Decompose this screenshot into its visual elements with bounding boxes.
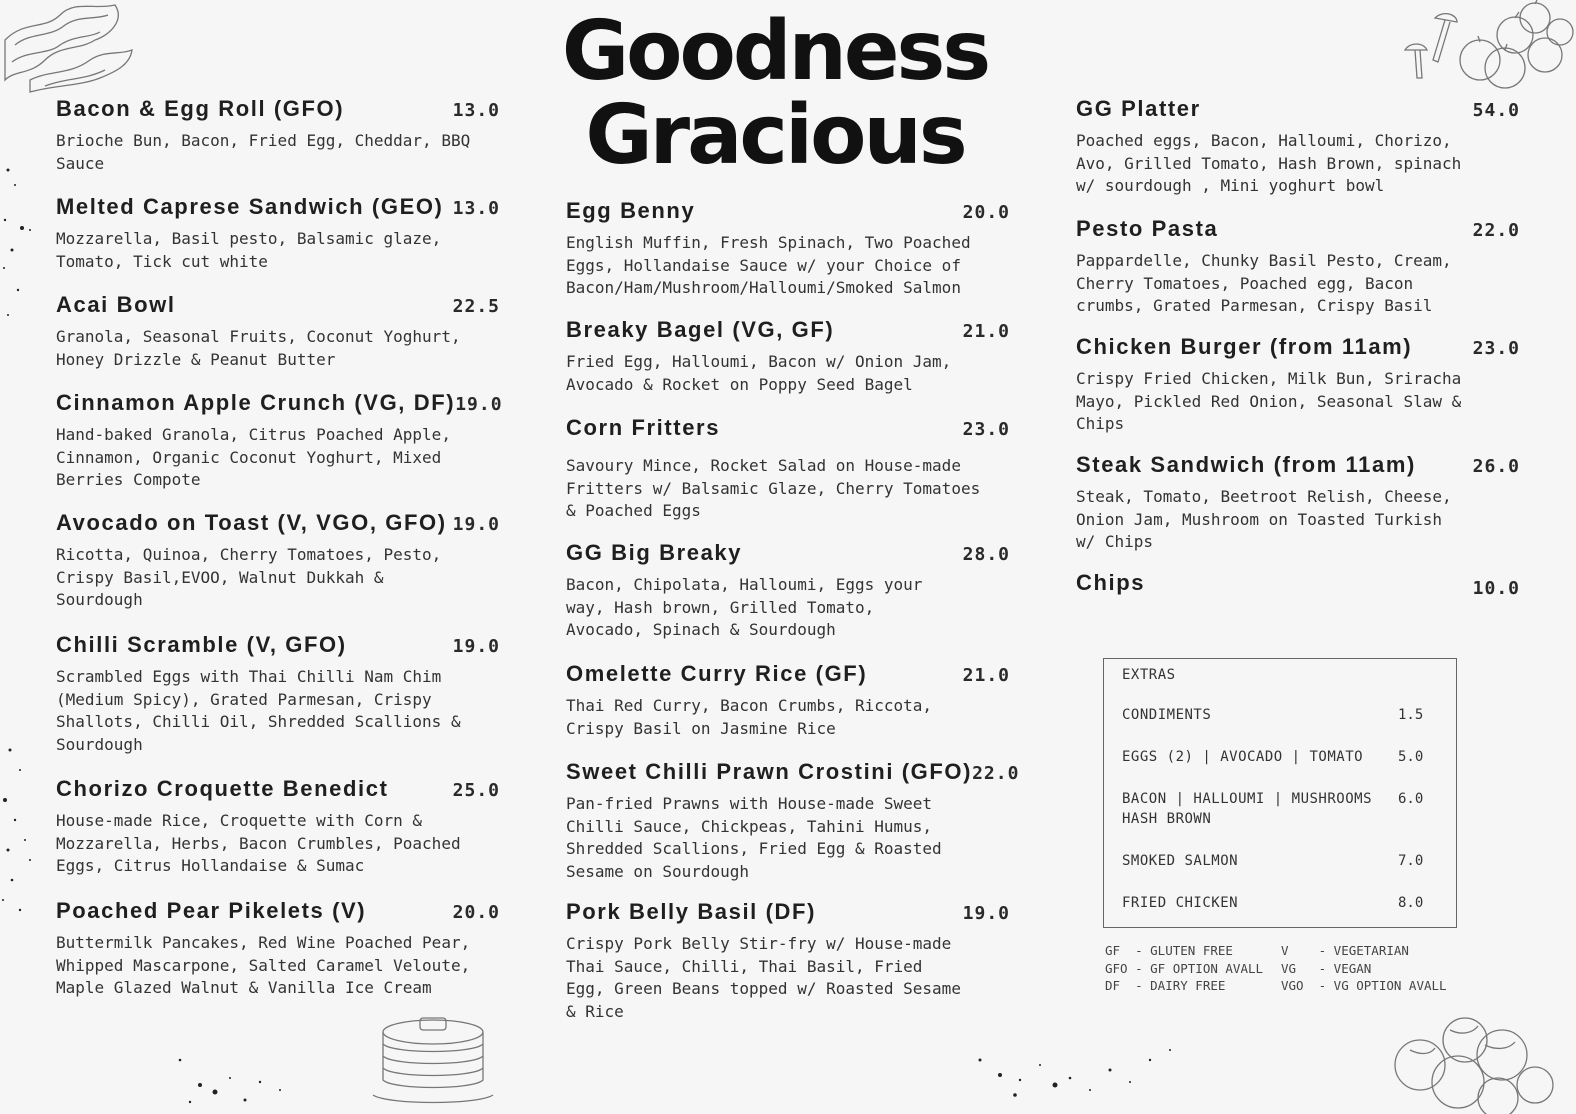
menu-item-description: Fried Egg, Halloumi, Bacon w/ Onion Jam, Avocado & Rocket on Poppy Seed Bagel (566, 352, 952, 394)
extras-item-name: SMOKED SALMON (1122, 853, 1239, 869)
menu-item-price: 13.0 (452, 100, 500, 121)
menu-item-description: Crispy Pork Belly Stir-fry w/ House-made Thai Sauce, Chilli, Thai Basil, Fried Egg, Green Beans topped w/ Roasted Sesame & Rice (566, 934, 961, 1021)
menu-item-name: Cinnamon Apple Crunch (VG, DF) (56, 390, 456, 415)
extras-row (1122, 893, 1438, 913)
menu-item-name: Melted Caprese Sandwich (GEO) (56, 194, 444, 219)
menu-item-price: 20.0 (452, 902, 500, 923)
menu-item-description: Savoury Mince, Rocket Salad on House-made Fritters w/ Balsamic Glaze, Cherry Tomatoes & Poached Eggs (566, 456, 981, 521)
menu-item-name: Poached Pear Pikelets (V) (56, 898, 367, 923)
menu-item-description: Crispy Fried Chicken, Milk Bun, Sriracha Mayo, Pickled Red Onion, Seasonal Slaw & Chips (1076, 369, 1462, 434)
menu-item (56, 632, 500, 756)
menu-item (56, 776, 500, 878)
extras-row (1122, 851, 1438, 871)
menu-item-description: Poached eggs, Bacon, Halloumi, Chorizo, Avo, Grilled Tomato, Hash Brown, spinach w/ sourdough , Mini yoghurt bowl (1076, 131, 1462, 196)
menu-item (566, 317, 1010, 396)
menu-item-description: Hand-baked Granola, Citrus Poached Apple, Cinnamon, Organic Coconut Yoghurt, Mixed Berries Compote (56, 425, 451, 490)
menu-item-price: 21.0 (962, 321, 1010, 342)
extras-item-price: 7.0 (1398, 853, 1424, 869)
menu-item-price: 25.0 (452, 780, 500, 801)
extras-row (1122, 705, 1438, 725)
menu-item-price: 13.0 (452, 198, 500, 219)
menu-item-description: Brioche Bun, Bacon, Fried Egg, Cheddar, BBQ Sauce (56, 131, 471, 173)
menu-item (566, 540, 1010, 642)
menu-item-name: Chips (1076, 570, 1146, 595)
title-line-1: Goodness (561, 4, 989, 99)
menu-item-price: 19.0 (452, 636, 500, 657)
menu-item-price: 23.0 (962, 419, 1010, 440)
menu-item-price: 23.0 (1472, 338, 1520, 359)
extras-item-name: CONDIMENTS (1122, 707, 1212, 723)
menu-item-name: Chilli Scramble (V, GFO) (56, 632, 347, 657)
menu-item-name: Chicken Burger (from 11am) (1076, 334, 1413, 359)
extras-heading: EXTRAS (1122, 667, 1176, 683)
menu-item (56, 292, 500, 371)
menu-item-name: Egg Benny (566, 198, 696, 223)
menu-item-price: 19.0 (455, 394, 503, 415)
extras-box (1103, 658, 1457, 928)
menu-item-description: Granola, Seasonal Fruits, Coconut Yoghurt, Honey Drizzle & Peanut Butter (56, 327, 461, 369)
menu-item (56, 898, 500, 1000)
menu-item-description: Thai Red Curry, Bacon Crumbs, Riccota, Crispy Basil on Jasmine Rice (566, 696, 933, 738)
restaurant-title (560, 4, 990, 183)
menu-item-name: Acai Bowl (56, 292, 176, 317)
menu-item-description: Ricotta, Quinoa, Cherry Tomatoes, Pesto, Crispy Basil,EVOO, Walnut Dukkah & Sourdough (56, 545, 442, 610)
extras-item-name: FRIED CHICKEN (1122, 895, 1239, 911)
menu-item-description: Scrambled Eggs with Thai Chilli Nam Chim (Medium Spicy), Grated Parmesan, Crispy Shallots, Chilli Oil, Shredded Scallions & Sourdough (56, 667, 461, 754)
ink-splatter-bottom-left (160, 1030, 360, 1110)
menu-item-price: 22.0 (1472, 220, 1520, 241)
menu-item-name: Pork Belly Basil (DF) (566, 899, 816, 924)
menu-item-price: 20.0 (962, 202, 1010, 223)
menu-item-name: Avocado on Toast (V, VGO, GFO) (56, 510, 447, 535)
menu-item (1076, 334, 1520, 436)
legend-entry: GF - GLUTEN FREE (1105, 943, 1233, 958)
legend-entry: DF - DAIRY FREE (1105, 978, 1226, 993)
legend-entry: GFO - GF OPTION AVALL (1105, 960, 1264, 976)
menu-item-price: 54.0 (1472, 100, 1520, 121)
legend-entry: VG - VEGAN (1281, 960, 1372, 976)
menu-item-name: GG Big Breaky (566, 540, 743, 565)
bacon-illustration-icon (0, 0, 140, 95)
menu-item-name: Chorizo Croquette Benedict (56, 776, 389, 801)
extras-item-price: 8.0 (1398, 895, 1424, 911)
menu-item-description: Bacon, Chipolata, Halloumi, Eggs your way, Hash brown, Grilled Tomato, Avocado, Spinach & Sourdough (566, 575, 923, 640)
menu-item (566, 899, 1010, 1023)
menu-item-name: Pesto Pasta (1076, 216, 1219, 241)
menu-item-price: 22.0 (972, 763, 1020, 784)
menu-item-description: Pappardelle, Chunky Basil Pesto, Cream, Cherry Tomatoes, Poached egg, Bacon crumbs, Grated Parmesan, Crispy Basil (1076, 251, 1452, 316)
legend-entry: V - VEGETARIAN (1281, 943, 1409, 958)
pancake-stack-illustration-icon (368, 1010, 498, 1110)
ink-splatter-bottom (960, 1020, 1220, 1110)
extras-item-price: 6.0 (1398, 791, 1424, 807)
menu-item-price: 26.0 (1472, 456, 1520, 477)
menu-item-description: Buttermilk Pancakes, Red Wine Poached Pear, Whipped Mascarpone, Salted Caramel Veloute, Maple Glazed Walnut & Vanilla Ice Cream (56, 933, 471, 998)
menu-item-price: 21.0 (962, 665, 1010, 686)
menu-item-name: Breaky Bagel (VG, GF) (566, 317, 835, 342)
menu-item (1076, 452, 1520, 554)
menu-item-description: House-made Rice, Croquette with Corn & Mozzarella, Herbs, Bacon Crumbles, Poached Eggs, Citrus Hollandaise & Sumac (56, 811, 461, 876)
menu-item (566, 415, 1010, 523)
menu-item-name: Steak Sandwich (from 11am) (1076, 452, 1416, 477)
menu-item-description: English Muffin, Fresh Spinach, Two Poached Eggs, Hollandaise Sauce w/ your Choice of Bacon/Ham/Mushroom/Halloumi/Smoked Salmon (566, 233, 971, 298)
menu-item-price: 10.0 (1472, 578, 1520, 599)
menu-item-price: 22.5 (452, 296, 500, 317)
menu-item (56, 96, 500, 175)
menu-item-price: 19.0 (962, 903, 1010, 924)
extras-row (1122, 747, 1438, 767)
menu-item (1076, 570, 1520, 599)
menu-item (566, 759, 1020, 883)
menu-item-name: Bacon & Egg Roll (GFO) (56, 96, 345, 121)
dietary-legend (1105, 942, 1481, 995)
menu-item-name: Omelette Curry Rice (GF) (566, 661, 868, 686)
menu-item (56, 194, 500, 273)
title-line-2: Gracious (585, 88, 965, 183)
menu-item-name: GG Platter (1076, 96, 1201, 121)
menu-item-name: Sweet Chilli Prawn Crostini (GFO) (566, 759, 973, 784)
extras-row (1122, 789, 1438, 829)
menu-item (1076, 216, 1520, 318)
menu-item-price: 19.0 (452, 514, 500, 535)
extras-item-name: BACON | HALLOUMI | MUSHROOMS HASH BROWN (1122, 791, 1373, 827)
menu-item-description: Steak, Tomato, Beetroot Relish, Cheese, Onion Jam, Mushroom on Toasted Turkish w/ Chips (1076, 487, 1452, 552)
extras-item-name: EGGS (2) | AVOCADO | TOMATO (1122, 749, 1364, 765)
hazelnuts-illustration-icon (1390, 1010, 1576, 1114)
menu-item-price: 28.0 (962, 544, 1010, 565)
legend-entry: VGO - VG OPTION AVALL (1281, 978, 1447, 993)
menu-item-name: Corn Fritters (566, 415, 721, 440)
menu-item-description: Mozzarella, Basil pesto, Balsamic glaze, Tomato, Tick cut white (56, 229, 442, 271)
menu-item (56, 390, 503, 492)
menu-item (566, 198, 1010, 300)
menu-item (56, 510, 500, 612)
ink-splatter-left (0, 150, 50, 950)
extras-item-price: 1.5 (1398, 707, 1424, 723)
menu-item (1076, 96, 1520, 198)
menu-item-description: Pan-fried Prawns with House-made Sweet Chilli Sauce, Chickpeas, Tahini Humus, Shredded Scallions, Fried Egg & Roasted Sesame on Sourdough (566, 794, 942, 881)
extras-item-price: 5.0 (1398, 749, 1424, 765)
mushroom-tomato-illustration-icon (1395, 0, 1576, 95)
menu-item (566, 661, 1010, 740)
